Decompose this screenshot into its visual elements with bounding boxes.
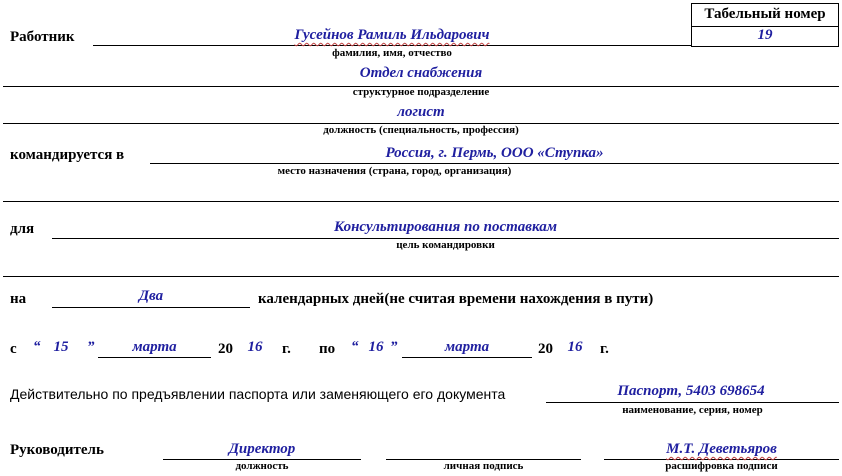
employee-name-value[interactable] <box>93 27 691 44</box>
period-to-open-quote: “ <box>351 339 359 355</box>
department-caption: структурное подразделение <box>352 86 490 98</box>
tab-number-value[interactable]: 19 <box>757 27 773 43</box>
employee-name-text: Гусейнов Рамиль Ильдарович <box>294 27 490 43</box>
period-to-close-quote: ” <box>390 339 398 355</box>
period-to-year[interactable]: 16 <box>567 339 583 355</box>
period-from-year-prefix: 20 <box>218 341 233 357</box>
period-from-close-quote: ” <box>87 339 95 355</box>
destination-caption: место назначения (страна, город, организация) <box>277 165 512 177</box>
destination-value[interactable]: Россия, г. Пермь, ООО «Ступка» <box>385 145 604 161</box>
manager-name-text: М.Т. Деветьяров <box>666 441 777 457</box>
period-from-month-line <box>98 357 211 358</box>
period-to-month-line <box>402 357 532 358</box>
document-caption: наименование, серия, номер <box>622 404 763 416</box>
duration-value[interactable]: Два <box>138 288 164 304</box>
destination-line-2 <box>3 201 839 202</box>
manager-name-value[interactable] <box>604 441 839 458</box>
purpose-caption: цель командировки <box>396 239 495 251</box>
period-from-label: с <box>10 341 17 357</box>
period-to-year-prefix: 20 <box>538 341 553 357</box>
document-label: Действительно по предъявлении паспорта или заменяющего его документа <box>10 386 506 402</box>
period-from-day[interactable]: 15 <box>53 339 69 355</box>
manager-position-value[interactable]: Директор <box>228 441 296 457</box>
position-caption: должность (специальность, профессия) <box>323 124 519 136</box>
document-value[interactable]: Паспорт, 5403 698654 <box>617 383 765 399</box>
position-value[interactable]: логист <box>397 104 445 120</box>
purpose-label: для <box>10 221 35 237</box>
destination-line <box>150 163 839 164</box>
manager-signature-caption: личная подпись <box>443 460 524 472</box>
duration-line <box>52 307 250 308</box>
document-line <box>546 402 839 403</box>
tab-number-label: Табельный номер <box>704 6 826 22</box>
employee-name-line <box>93 45 691 46</box>
purpose-value[interactable]: Консультирования по поставкам <box>333 219 557 235</box>
period-to-year-suffix: г. <box>600 341 609 357</box>
manager-name-caption: расшифровка подписи <box>665 460 778 472</box>
employee-label: Работник <box>10 29 75 45</box>
duration-suffix: календарных дней(не считая времени нахождения в пути) <box>258 291 654 307</box>
period-from-open-quote: “ <box>33 339 41 355</box>
period-from-year-suffix: г. <box>282 341 291 357</box>
period-to-month[interactable]: марта <box>444 339 490 355</box>
period-to-day[interactable]: 16 <box>368 339 384 355</box>
duration-label: на <box>10 291 27 307</box>
department-value[interactable]: Отдел снабжения <box>359 65 483 81</box>
period-from-year[interactable]: 16 <box>247 339 263 355</box>
period-from-month[interactable]: марта <box>132 339 177 355</box>
purpose-line-2 <box>3 276 839 277</box>
destination-label: командируется в <box>10 147 125 163</box>
manager-position-caption: должность <box>235 460 289 472</box>
manager-label: Руководитель <box>10 442 104 458</box>
employee-name-caption: фамилия, имя, отчество <box>332 47 452 59</box>
period-to-label: по <box>319 341 336 357</box>
